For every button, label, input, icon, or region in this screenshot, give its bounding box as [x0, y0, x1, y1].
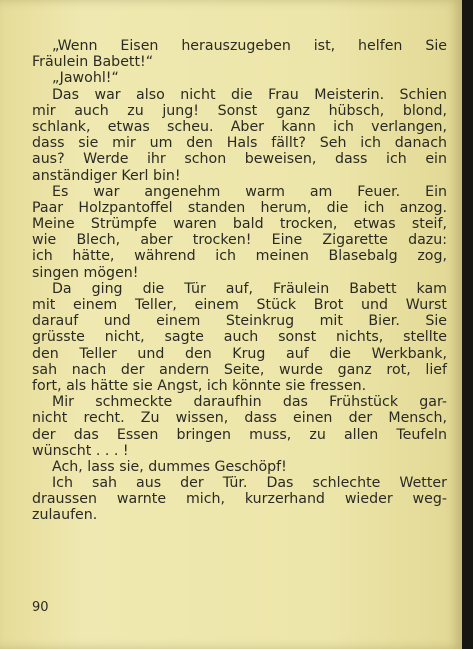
text-line: grüsste nicht, sagte auch sonst nichts, stellte — [32, 329, 447, 346]
text-line: ich hätte, während ich meinen Blasebalg zog, — [32, 248, 447, 265]
text-line: Ich sah aus der Tür. Das schlechte Wetter — [52, 475, 447, 492]
text-line: wie Blech, aber trocken! Eine Zigarette dazu: — [32, 232, 447, 249]
text-line: singen mögen! — [32, 264, 139, 281]
text-line: „Wenn Eisen herauszugeben ist, helfen Sie — [52, 38, 447, 54]
text-line: den Teller und den Krug auf die Werkbank, — [32, 345, 447, 362]
body-text — [32, 38, 447, 524]
text-line: nicht recht. Zu wissen, dass einen der Mensch, — [32, 410, 447, 427]
text-line: Paar Holzpantoffel standen herum, die ich anzog. — [32, 199, 447, 216]
text-line: Meine Strümpfe waren bald trocken, etwas steif, — [32, 216, 447, 233]
text-line: Da ging die Tür auf, Fräulein Babett kam — [52, 280, 447, 297]
text-line: schlank, etwas scheu. Aber kann ich verlangen, — [32, 118, 447, 135]
text-line: draussen warnte mich, kurzerhand wieder weg- — [32, 491, 447, 508]
text-line: mit einem Teller, einem Stück Brot und Wurst — [32, 297, 447, 313]
text-line: dass sie mir um den Hals fällt? Seh ich danach — [32, 135, 447, 152]
text-line: Fräulein Babett!“ — [32, 54, 154, 71]
text-line: „Jawohl!“ — [52, 70, 119, 87]
text-line: mir auch zu jung! Sonst ganz hübsch, blond, — [32, 102, 447, 119]
text-line: Das war also nicht die Frau Meisterin. Schien — [52, 86, 447, 103]
text-line: Mir schmeckte daraufhin das Frühstück gar- — [52, 394, 447, 411]
text-line: Ach, lass sie, dummes Geschöpf! — [52, 458, 287, 475]
text-line: sah nach der andern Seite, wurde ganz rot, lief — [32, 361, 447, 378]
text-line: darauf und einem Steinkrug mit Bier. Sie — [32, 313, 447, 330]
text-line: aus? Werde ihr schon beweisen, dass ich ein — [32, 151, 447, 168]
text-line: fort, als hätte sie Angst, ich könnte sie fressen. — [32, 377, 367, 394]
text-line: zulaufen. — [32, 507, 98, 524]
text-line: wünscht . . . ! — [32, 442, 129, 459]
scan-edge — [462, 0, 473, 649]
text-line: Es war angenehm warm am Feuer. Ein — [52, 183, 447, 200]
text-line: der das Essen bringen muss, zu allen Teufeln — [32, 426, 447, 443]
text-line: anständiger Kerl bin! — [32, 167, 181, 184]
page-number: 90 — [32, 600, 49, 615]
